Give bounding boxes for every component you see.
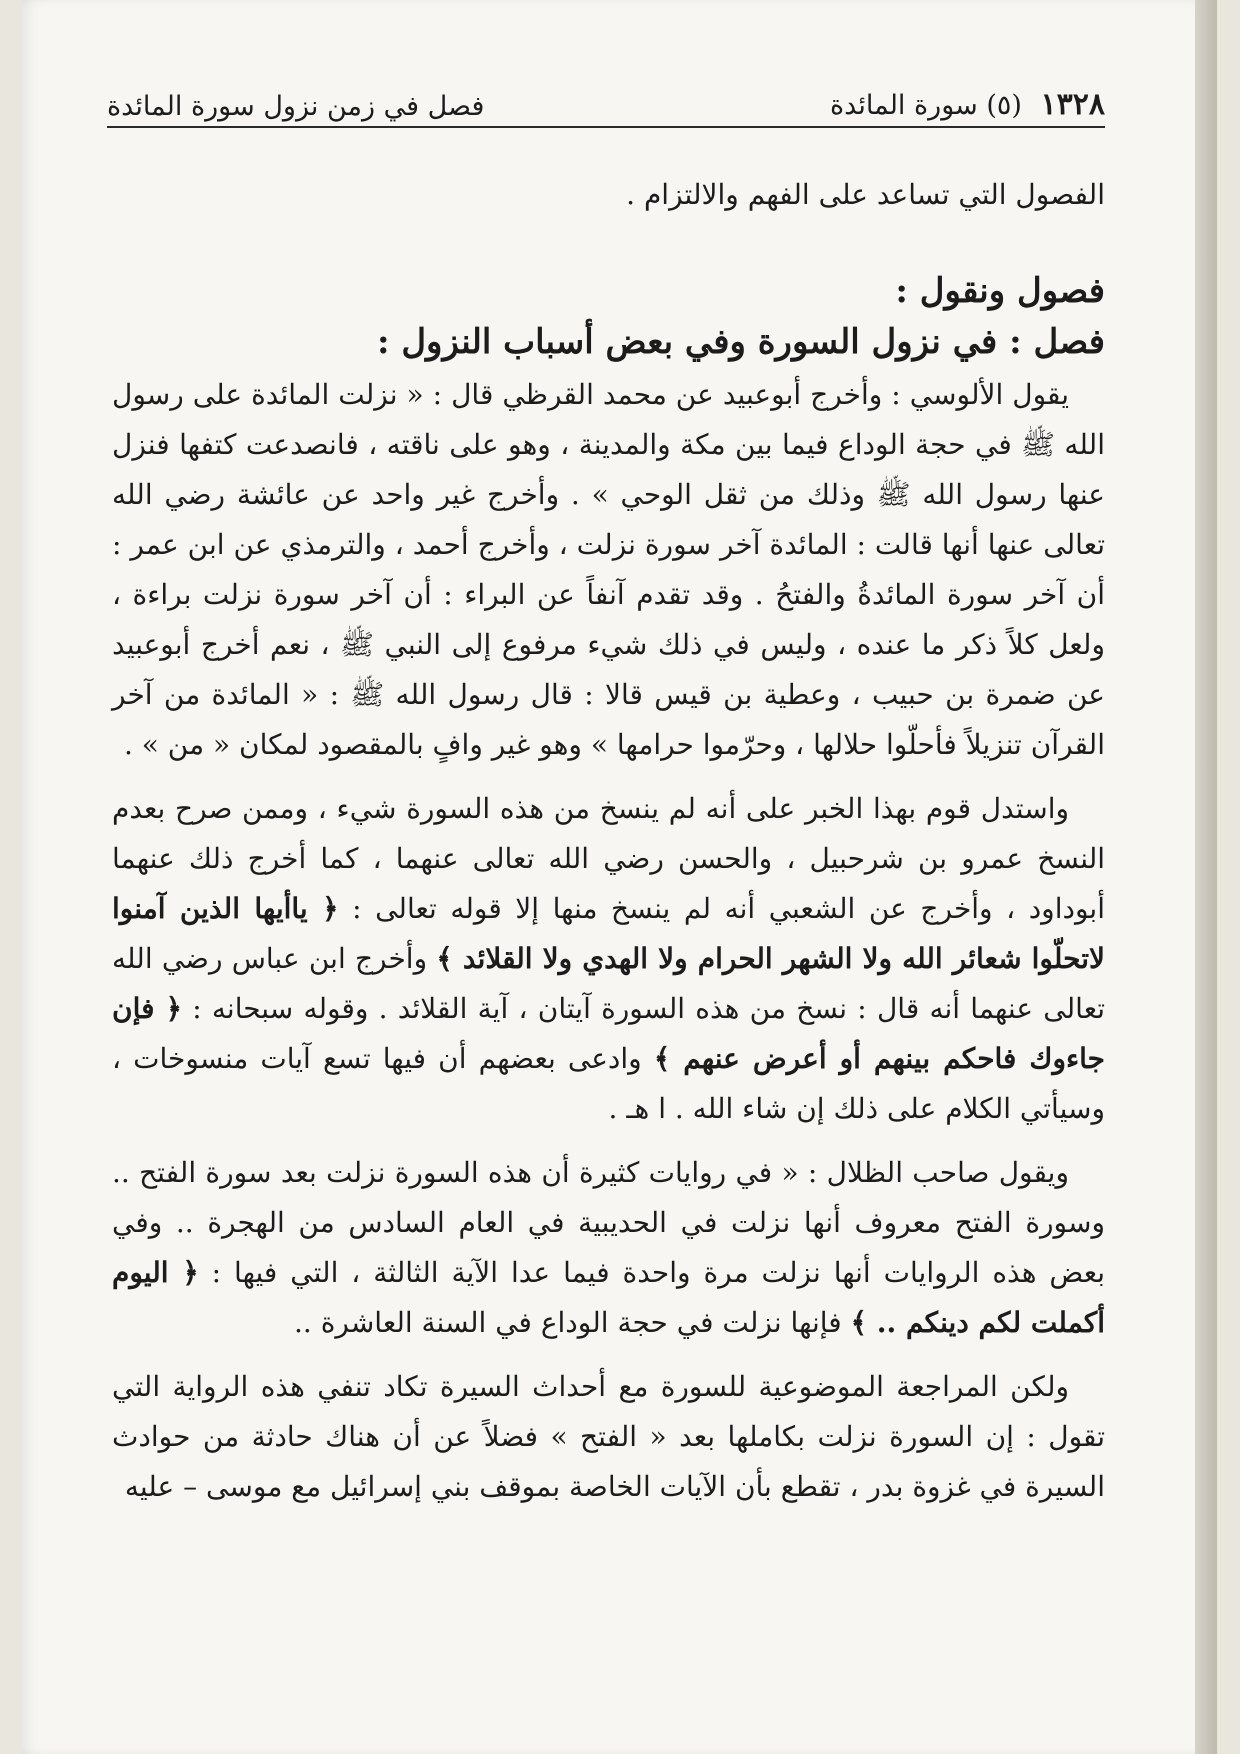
- paragraph-naskh: [112, 784, 1105, 1134]
- quran-verse: ﴿ اليوم أكملت لكم دينكم .. ﴾: [112, 1256, 1105, 1339]
- paragraph-text: فإنها نزلت في حجة الوداع في السنة العاشرة ..: [294, 1306, 851, 1339]
- paragraph-alusi: يقول الألوسي : وأخرج أبوعبيد عن محمد القرظي قال : « نزلت المائدة على رسول الله ﷺ في حجة الوداع فيما بين مكة والمدينة ، وهو على ناقته ، فانصدعت كتفها فنزل عنها رسول الله ﷺ وذلك من ثقل الوحي » . وأخرج غير واحد عن عائشة رضي الله تعالى عنها أنها قالت : المائدة آخر سورة نزلت ، وأخرج أحمد ، والترمذي عن ابن عمر : أن آخر سورة المائدةُ والفتحُ . وقد تقدم آنفاً عن البراء : أن آخر سورة نزلت براءة ، ولعل كلاً ذكر ما عنده ، وليس في ذلك شيء مرفوع إلى النبي ﷺ ، نعم أخرج أبوعبيد عن ضمرة بن حبيب ، وعطية بن قيس قالا : قال رسول الله ﷺ : « المائدة من آخر القرآن تنزيلاً فأحلّوا حلالها ، وحرّموا حرامها » وهو غير وافٍ بالمقصود لمكان « من » .: [112, 378, 1105, 761]
- book-page: [22, 0, 1217, 1754]
- intro-line: الفصول التي تساعد على الفهم والالتزام .: [626, 178, 1105, 211]
- quran-verse: ﴿ فإن جاءوك فاحكم بينهم أو أعرض عنهم ﴾: [112, 992, 1105, 1075]
- running-title: فصل في زمن نزول سورة المائدة: [107, 91, 485, 122]
- paragraph-text: ويقول صاحب الظلال : « في روايات كثيرة أن هذه السورة نزلت بعد سورة الفتح .. وسورة الفتح معروف أنها نزلت في الحديبية في العام السادس من الهجرة .. وفي بعض هذه الروايات أنها نزلت مرة واحدة فيما عدا الآية الثالثة ، التي فيها :: [112, 1156, 1105, 1289]
- page-header: [107, 78, 1105, 122]
- section-reference: (٥) سورة المائدة: [830, 90, 1022, 121]
- paragraph-text: واستدل قوم بهذا الخبر على أنه لم ينسخ من هذه السورة شيء ، وممن صرح بعدم النسخ عمرو بن شرحبيل ، والحسن رضي الله تعالى عنهما ، كما أخرج ذلك عنهما أبوداود ، وأخرج عن الشعبي أنه لم ينسخ منها إلا قوله تعالى :: [112, 792, 1106, 925]
- page-content: [112, 170, 1105, 1526]
- header-left-group: [830, 87, 1105, 122]
- paragraph-text: وأخرج ابن عباس رضي الله تعالى عنهما أنه قال : نسخ من هذه السورة آيتان ، آية القلائد . وقوله سبحانه :: [112, 942, 1106, 1025]
- paragraph-zilal: [112, 1148, 1105, 1348]
- paragraph-text: وادعى بعضهم أن فيها تسع آيات منسوخات ، وسيأتي الكلام على ذلك إن شاء الله . ا هـ .: [112, 1042, 1105, 1125]
- heading-nuzul-as-surah: فصل : في نزول السورة وفي بعض أسباب النزول :: [376, 322, 1105, 362]
- quran-verse: ﴿ ياأيها الذين آمنوا لاتحلّوا شعائر الله ولا الشهر الحرام ولا الهدي ولا القلائد ﴾: [112, 892, 1106, 975]
- page-number: ١٣٢٨: [1040, 87, 1105, 122]
- heading-fusul-wa-nuqul: فصول ونقول :: [895, 271, 1105, 311]
- paragraph-muraja'a: ولكن المراجعة الموضوعية للسورة مع أحداث السيرة تكاد تنفي هذه الرواية التي تقول : إن السورة نزلت بكاملها بعد « الفتح » فضلاً عن أن هناك حادثة من حوادث السيرة في غزوة بدر ، تقطع بأن الآيات الخاصة بموقف بني إسرائيل مع موسى – عليه: [112, 1370, 1105, 1503]
- header-rule: [107, 126, 1105, 128]
- book-spine-shadow: [1195, 0, 1217, 1754]
